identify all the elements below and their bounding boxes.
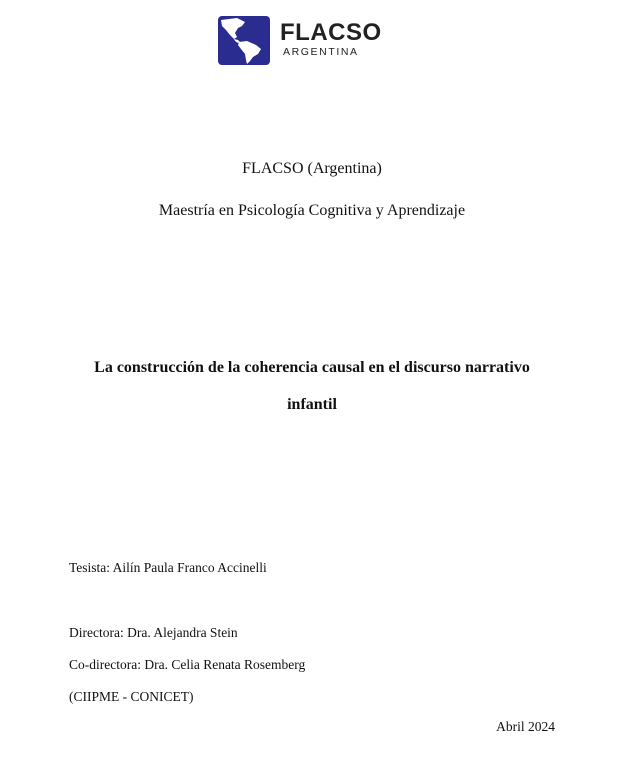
affiliation-line: (CIIPME - CONICET) bbox=[69, 689, 194, 704]
institution-name: FLACSO (Argentina) bbox=[242, 160, 382, 177]
americas-map-icon bbox=[218, 16, 270, 65]
flacso-logo bbox=[218, 16, 388, 66]
director-line: Directora: Dra. Alejandra Stein bbox=[69, 625, 238, 640]
logo-wordmark: FLACSO bbox=[280, 19, 382, 46]
logo-subtitle: ARGENTINA bbox=[283, 46, 359, 58]
date-line: Abril 2024 bbox=[496, 719, 555, 734]
co-director-line: Co-directora: Dra. Celia Renata Rosemberg bbox=[69, 657, 306, 672]
thesis-title-line-2: infantil bbox=[287, 396, 337, 413]
program-name: Maestría en Psicología Cognitiva y Aprendizaje bbox=[158, 202, 466, 219]
thesis-title-line-1: La construcción de la coherencia causal en el discurso narrativo bbox=[94, 359, 530, 376]
author-line: Tesista: Ailín Paula Franco Accinelli bbox=[69, 560, 267, 575]
